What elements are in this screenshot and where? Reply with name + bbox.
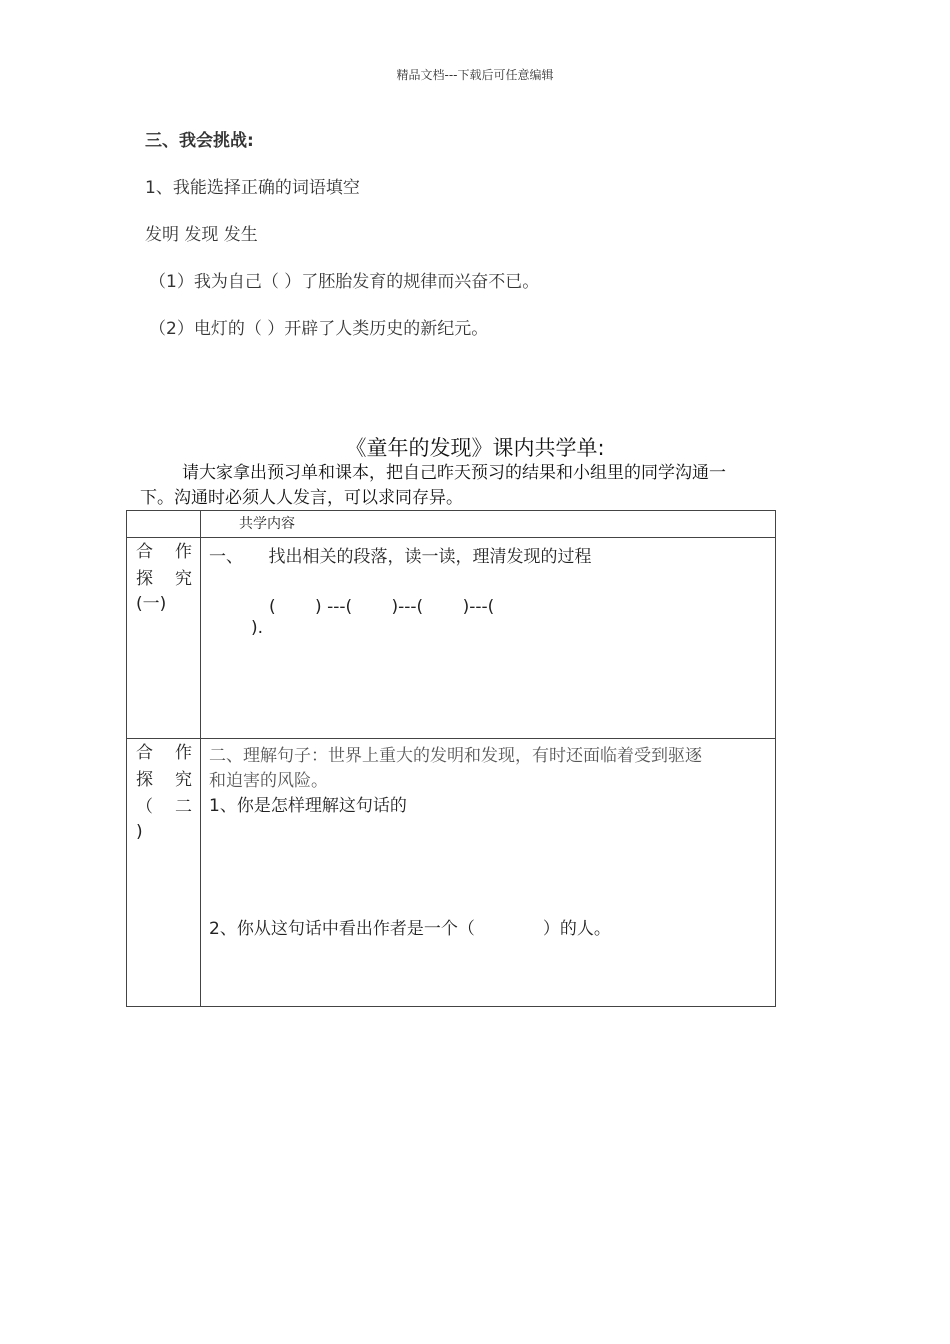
header-content-cell: 共学内容 <box>201 511 776 538</box>
word-options: 发明 发现 发生 <box>145 225 258 245</box>
row1-blanks-line2: ). <box>251 618 264 638</box>
table-row <box>127 739 776 1007</box>
intro-line-1: 请大家拿出预习单和课本，把自己昨天预习的结果和小组里的同学沟通一 <box>182 463 726 483</box>
table-header-row <box>127 511 776 538</box>
question-1: 1、我能选择正确的词语填空 <box>145 178 360 198</box>
row1-label-cell <box>127 538 201 739</box>
row2-label-line: ) <box>136 822 143 842</box>
row2-question-1: 1、你是怎样理解这句话的 <box>209 796 407 816</box>
sentence-2: （2）电灯的（ ）开辟了人类历史的新纪元。 <box>149 319 489 339</box>
row2-label-line: 合 作 <box>136 743 192 763</box>
row1-label-line: (一) <box>136 594 167 614</box>
row1-task: 一、 找出相关的段落，读一读，理清发现的过程 <box>209 547 592 567</box>
table-row <box>127 538 776 739</box>
row2-label-line: 探 究 <box>136 770 192 790</box>
sentence-1: （1）我为自己（ ）了胚胎发育的规律而兴奋不已。 <box>149 272 540 292</box>
study-table <box>126 510 776 1007</box>
row2-task-line1: 二、理解句子：世界上重大的发明和发现，有时还面临着受到驱逐 <box>209 746 702 766</box>
row1-label-line: 探 究 <box>136 569 192 589</box>
row1-label-line: 合 作 <box>136 542 192 562</box>
row2-label-line: （ 二 <box>136 797 192 817</box>
sheet-title: 《童年的发现》课内共学单: <box>345 436 605 460</box>
section-title: 三、我会挑战: <box>145 131 254 151</box>
row2-content-cell <box>201 739 776 1007</box>
row1-blanks-line1: ( ) ---( )---( )---( <box>269 597 495 617</box>
row2-label-cell <box>127 739 201 1007</box>
row1-content-cell <box>201 538 776 739</box>
row2-question-2: 2、你从这句话中看出作者是一个（ ）的人。 <box>209 919 611 939</box>
header-empty-cell <box>127 511 201 538</box>
intro-line-2: 下。沟通时必须人人发言，可以求同存异。 <box>140 488 463 508</box>
row2-task-line2: 和迫害的风险。 <box>209 771 328 791</box>
page-header: 精品文档---下载后可任意编辑 <box>396 68 554 82</box>
